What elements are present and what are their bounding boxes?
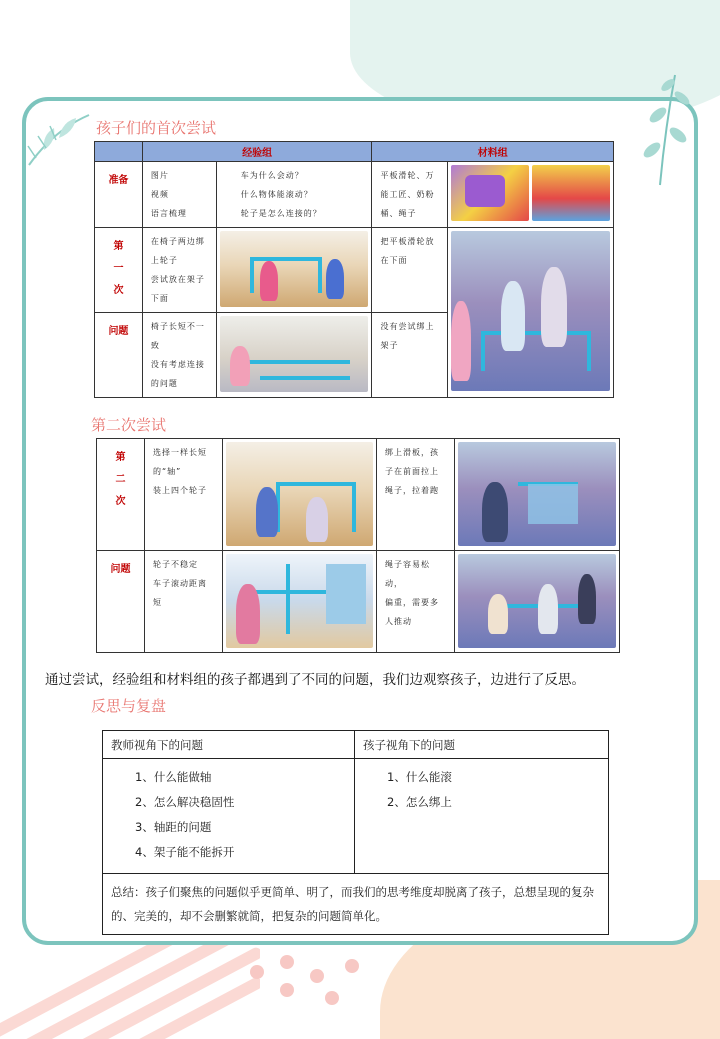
section-title-reflection: 反思与复盘 <box>91 697 167 715</box>
row-label-first: 第 一 次 <box>95 228 143 313</box>
header-material-group: 材料组 <box>372 142 614 162</box>
header-experience-group: 经验组 <box>142 142 372 162</box>
prepare-material-photo-cell <box>448 162 614 228</box>
row-label-problem-2: 问题 <box>97 551 145 653</box>
section-title-first-attempt: 孩子们的首次尝试 <box>96 119 217 137</box>
summary-text: 总结：孩子们聚焦的问题似乎更简单、明了，而我们的思考维度却脱离了孩子，总想呈现的复杂的、完美的，却不会删繁就简，把复杂的问题简单化。 <box>103 874 609 935</box>
first-material-text: 把平板滑轮放在下面 <box>372 228 448 313</box>
first-material-photo-cell <box>448 228 614 398</box>
branch-decor-icon <box>630 70 700 190</box>
teacher-item-1: 1、什么能做轴 <box>135 770 212 784</box>
second-problem-photo <box>226 554 373 648</box>
prepare-materials-text: 图片 视频 语言梳理 <box>142 162 216 228</box>
materials-photo-1 <box>451 165 529 221</box>
first-material-photo <box>451 231 610 391</box>
teacher-item-4: 4、架子能不能拆开 <box>135 845 235 859</box>
reflection-paragraph: 通过尝试，经验组和材料组的孩子都遇到了不同的问题，我们边观察孩子，边进行了反思。 <box>45 672 585 688</box>
second-material-text: 绑上滑板，孩子在前面拉上绳子，拉着跑 <box>377 439 455 551</box>
second-experience-problem-text: 轮子不稳定 车子滚动距离短 <box>145 551 223 653</box>
materials-photo-2 <box>532 165 610 221</box>
teacher-perspective-header: 教师视角下的问题 <box>103 731 355 759</box>
second-material-photo-cell <box>455 439 620 551</box>
leaf-decor-icon <box>24 110 94 170</box>
child-item-1: 1、什么能滚 <box>387 770 452 784</box>
second-experience-text: 选择一样长短的“轴” 装上四个轮子 <box>145 439 223 551</box>
first-experience-photo-cell <box>216 228 372 313</box>
row-label-prepare: 准备 <box>95 162 143 228</box>
row-label-second: 第 二 次 <box>97 439 145 551</box>
first-problem-photo-cell <box>216 313 372 398</box>
first-problem-photo <box>220 316 369 392</box>
first-attempt-table <box>94 141 614 398</box>
teacher-item-3: 3、轴距的问题 <box>135 820 212 834</box>
first-experience-photo <box>220 231 369 307</box>
second-material-problem-text: 绳子容易松动， 偏重，需要多人推动 <box>377 551 455 653</box>
first-experience-text: 在椅子两边绑上轮子 尝试放在架子下面 <box>142 228 216 313</box>
second-experience-photo-cell <box>223 439 377 551</box>
child-item-2: 2、怎么绑上 <box>387 795 452 809</box>
teacher-item-2: 2、怎么解决稳固性 <box>135 795 235 809</box>
second-material-problem-photo-cell <box>455 551 620 653</box>
first-experience-problem-text: 椅子长短不一致 没有考虑连接的问题 <box>142 313 216 398</box>
teacher-problem-list <box>103 759 355 874</box>
prepare-material-list: 平板滑轮、万能工匠、奶粉桶、绳子 <box>372 162 448 228</box>
second-attempt-table <box>96 438 620 653</box>
second-material-problem-photo <box>458 554 616 648</box>
row-label-problem-1: 问题 <box>95 313 143 398</box>
first-material-problem-text: 没有尝试绑上架子 <box>372 313 448 398</box>
second-problem-photo-cell <box>223 551 377 653</box>
second-material-photo <box>458 442 616 546</box>
child-perspective-header: 孩子视角下的问题 <box>355 731 609 759</box>
prepare-questions-text: 车为什么会动？ 什么物体能滚动？ 轮子是怎么连接的？ <box>216 162 372 228</box>
section-title-second-attempt: 第二次尝试 <box>91 416 167 434</box>
reflection-table <box>102 730 609 935</box>
child-problem-list <box>355 759 609 874</box>
second-experience-photo <box>226 442 373 546</box>
